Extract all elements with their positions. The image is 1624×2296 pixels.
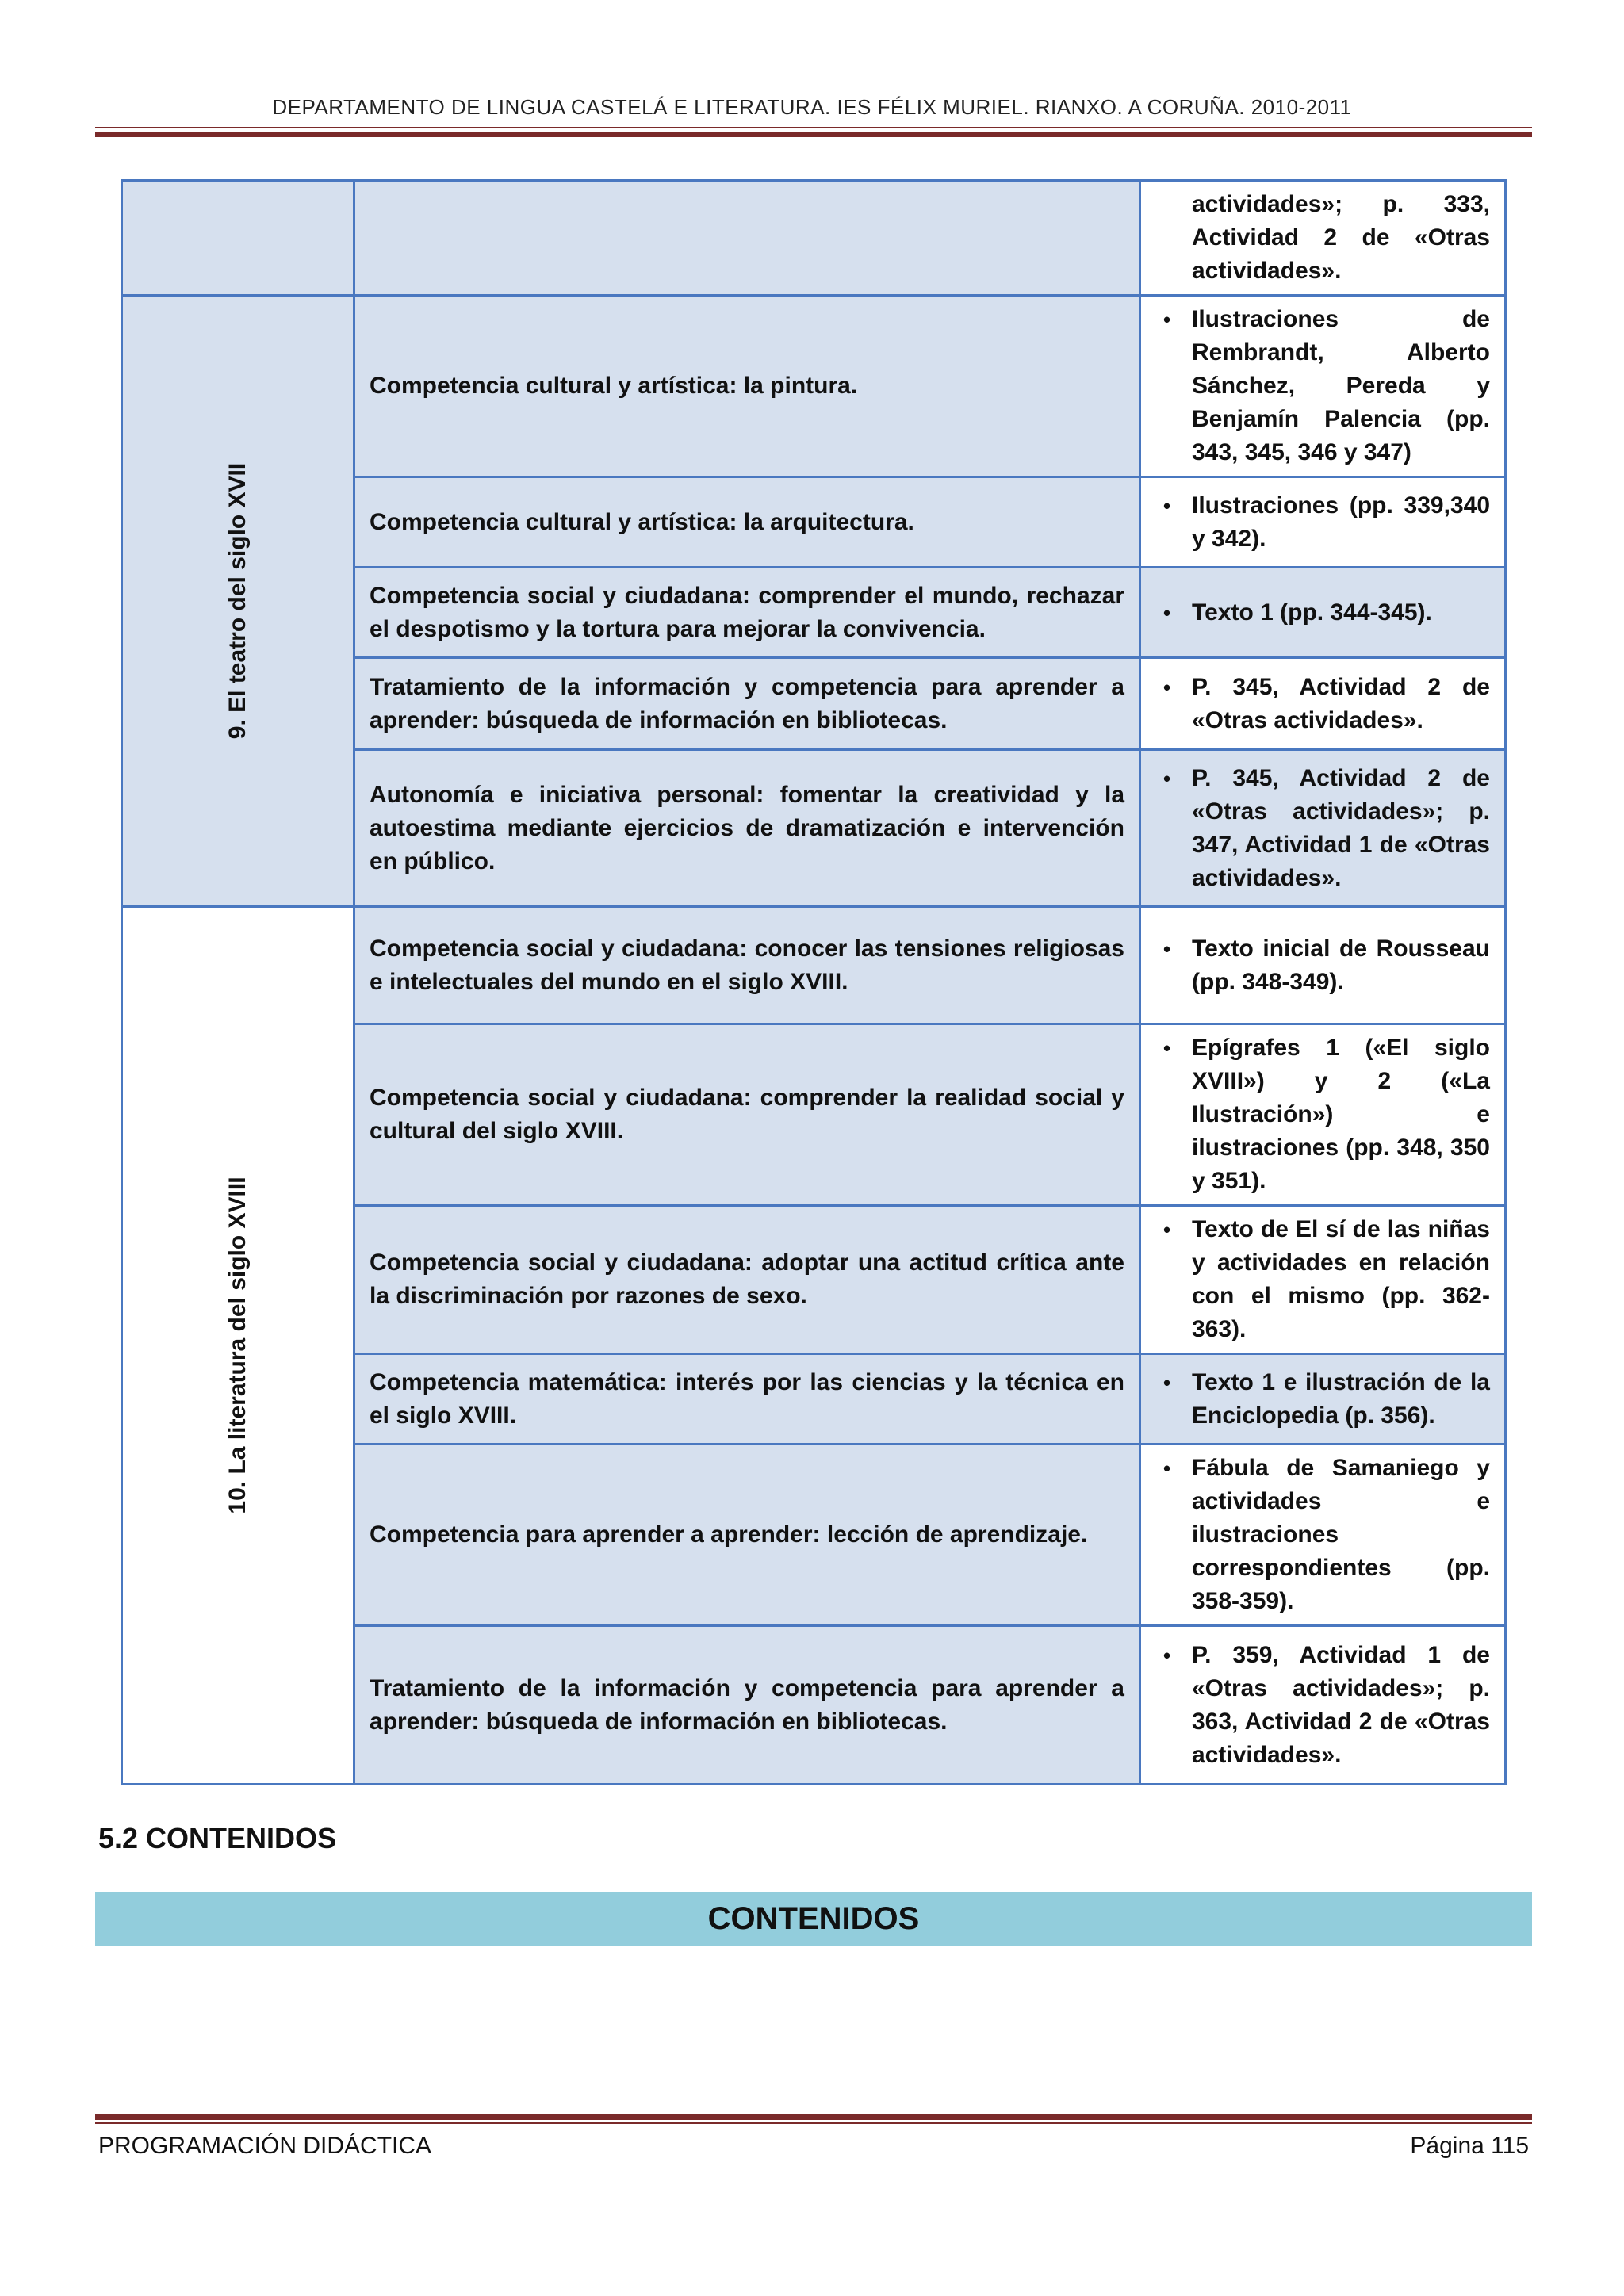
competence-cell-empty bbox=[354, 181, 1140, 296]
resource-cell: • Texto de El sí de las niñas y actividades en relación con el mismo (pp. 362-363). bbox=[1140, 1206, 1506, 1354]
competence-cell: Tratamiento de la información y competencia para aprender a aprender: búsqueda de información en bibliotecas. bbox=[354, 658, 1140, 750]
resource-cell: • Texto inicial de Rousseau (pp. 348-349). bbox=[1140, 907, 1506, 1024]
table-row bbox=[122, 296, 1506, 477]
bullet-icon: • bbox=[1163, 936, 1171, 961]
footer-rule-thin bbox=[95, 2122, 1532, 2124]
header-rule bbox=[95, 132, 1532, 137]
resource-cell: actividades»; p. 333, Actividad 2 de «Otras actividades». bbox=[1140, 181, 1506, 296]
bullet-icon: • bbox=[1163, 308, 1171, 331]
bullet-icon: • bbox=[1163, 1456, 1171, 1480]
header-rule-thin bbox=[95, 127, 1532, 128]
unit-10-cell bbox=[122, 907, 354, 1785]
resource-cell: • P. 345, Actividad 2 de «Otras actividades»; p. 347, Actividad 1 de «Otras actividades». bbox=[1140, 750, 1506, 907]
page-header: DEPARTAMENTO DE LINGUA CASTELÁ E LITERATURA. IES FÉLIX MURIEL. RIANXO. A CORUÑA. 2010-2011 bbox=[272, 95, 1352, 119]
bullet-icon: • bbox=[1163, 1218, 1171, 1242]
bullet-icon: • bbox=[1163, 493, 1171, 518]
bullet-icon: • bbox=[1163, 1643, 1171, 1667]
competence-cell: Competencia social y ciudadana: conocer las tensiones religiosas e intelectuales del mundo en el siglo XVIII. bbox=[354, 907, 1140, 1024]
section-title: 5.2 CONTENIDOS bbox=[98, 1822, 337, 1854]
competence-cell: Competencia cultural y artística: la arquitectura. bbox=[354, 477, 1140, 568]
resource-cell: • P. 345, Actividad 2 de «Otras actividades». bbox=[1140, 658, 1506, 750]
unit-cell-empty bbox=[122, 181, 354, 296]
resource-cell: • Texto 1 e ilustración de la Enciclopedia (p. 356). bbox=[1140, 1354, 1506, 1445]
resource-cell: • Epígrafes 1 («El siglo XVIII») y 2 («La Ilustración») e ilustraciones (pp. 348, 350 y 351). bbox=[1140, 1024, 1506, 1206]
bullet-icon: • bbox=[1163, 766, 1171, 790]
contents-banner: CONTENIDOS bbox=[95, 1892, 1532, 1946]
competence-cell: Autonomía e iniciativa personal: fomentar la creatividad y la autoestima mediante ejercicios de dramatización e intervención en público. bbox=[354, 750, 1140, 907]
resource-cell: • Ilustraciones (pp. 339,340 y 342). bbox=[1140, 477, 1506, 568]
competence-cell: Competencia social y ciudadana: comprender la realidad social y cultural del siglo XVIII. bbox=[354, 1024, 1140, 1206]
competence-cell: Competencia social y ciudadana: adoptar una actitud crítica ante la discriminación por razones de sexo. bbox=[354, 1206, 1140, 1354]
unit-10-title: 10. La literatura del siglo XVIII bbox=[224, 1177, 251, 1514]
table-row bbox=[122, 181, 1506, 296]
bullet-icon: • bbox=[1163, 1036, 1171, 1060]
resource-cell: • P. 359, Actividad 1 de «Otras actividades»; p. 363, Actividad 2 de «Otras actividades». bbox=[1140, 1626, 1506, 1785]
competence-cell: Tratamiento de la información y competencia para aprender a aprender: búsqueda de información en bibliotecas. bbox=[354, 1626, 1140, 1785]
resource-cell: • Texto 1 (pp. 344-345). bbox=[1140, 568, 1506, 658]
competence-cell: Competencia social y ciudadana: comprender el mundo, rechazar el despotismo y la tortura para mejorar la convivencia. bbox=[354, 568, 1140, 658]
footer-left: PROGRAMACIÓN DIDÁCTICA bbox=[98, 2133, 432, 2159]
resource-cell: • Fábula de Samaniego y actividades e ilustraciones correspondientes (pp. 358-359). bbox=[1140, 1445, 1506, 1626]
competences-table bbox=[121, 179, 1507, 1785]
bullet-icon: • bbox=[1163, 1370, 1171, 1395]
bullet-icon: • bbox=[1163, 675, 1171, 699]
resource-cell: • Ilustraciones de Rembrandt, Alberto Sánchez, Pereda y Benjamín Palencia (pp. 343, 345, 346 y 347) bbox=[1140, 296, 1506, 477]
table-row bbox=[122, 907, 1506, 1024]
footer-rule bbox=[95, 2114, 1532, 2120]
competence-cell: Competencia para aprender a aprender: lección de aprendizaje. bbox=[354, 1445, 1140, 1626]
unit-9-title: 9. El teatro del siglo XVII bbox=[224, 462, 251, 740]
bullet-icon: • bbox=[1163, 600, 1171, 625]
page-number: Página 115 bbox=[1410, 2133, 1529, 2159]
unit-9-cell bbox=[122, 296, 354, 907]
competence-cell: Competencia cultural y artística: la pintura. bbox=[354, 296, 1140, 477]
competence-cell: Competencia matemática: interés por las ciencias y la técnica en el siglo XVIII. bbox=[354, 1354, 1140, 1445]
